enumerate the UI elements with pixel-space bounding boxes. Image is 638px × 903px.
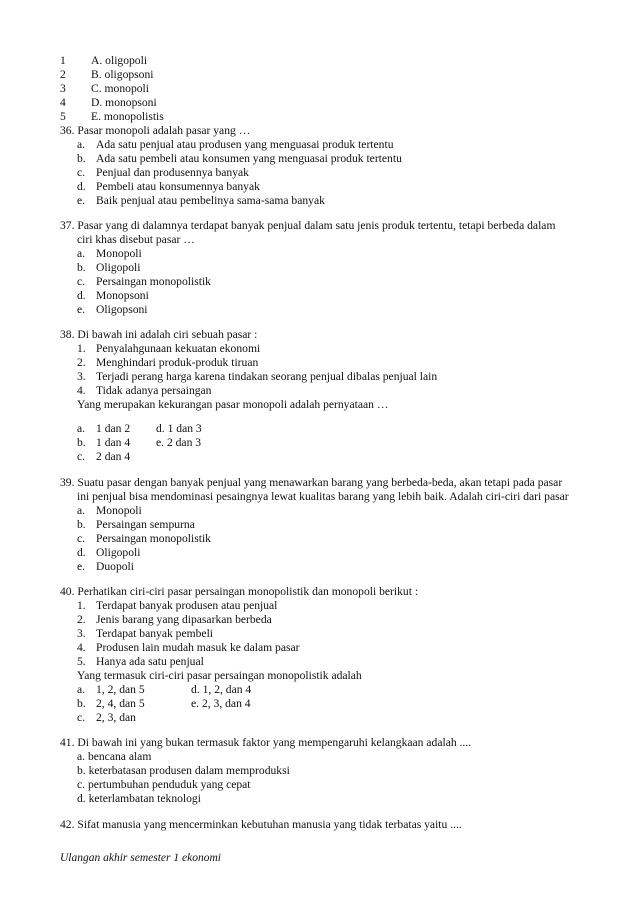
option-text: 2 dan 4 — [96, 450, 131, 463]
option-letter: c. — [77, 532, 86, 545]
option-text: 1 dan 4 — [96, 436, 131, 449]
option-text: Monopsoni — [96, 289, 149, 302]
option-letter: e. — [77, 303, 86, 316]
option-text: Penjual dan produsennya banyak — [96, 166, 249, 179]
option-text: Ada satu pembeli atau konsumen yang menguasai produk tertentu — [96, 152, 402, 165]
option-text: Persaingan monopolistik — [96, 532, 211, 545]
top-list-item: 4 — [60, 96, 66, 109]
item-number: 3. — [77, 627, 86, 640]
item-number: 2. — [77, 356, 86, 369]
footer-text: Ulangan akhir semester 1 ekonomi — [60, 852, 221, 864]
option-text: 1 dan 2 — [96, 422, 131, 435]
option-text: Ada satu penjual atau produsen yang menguasai produk tertentu — [96, 138, 394, 151]
option-text: d. keterlambatan teknologi — [77, 792, 201, 805]
question-37-stem-cont: ciri khas disebut pasar … — [77, 233, 195, 246]
option-text: d. 1 dan 3 — [156, 422, 202, 435]
option-text: Persaingan monopolistik — [96, 275, 211, 288]
item-number: 1. — [77, 342, 86, 355]
option-text: d. 1, 2, dan 4 — [191, 683, 252, 696]
option-text: 2, 3, dan — [96, 711, 136, 724]
option-letter: b. — [77, 436, 86, 449]
top-list-text: E. monopolistis — [91, 110, 164, 123]
option-text: a. bencana alam — [77, 750, 152, 763]
question-37-stem: 37. Pasar yang di dalamnya terdapat banyak penjual dalam satu jenis produk tertentu, tetapi berbeda dalam — [60, 219, 556, 232]
option-letter: a. — [77, 138, 86, 151]
item-number: 2. — [77, 613, 86, 626]
top-list-item: 2 — [60, 68, 66, 81]
item-text: Hanya ada satu penjual — [96, 655, 204, 668]
item-number: 1. — [77, 599, 86, 612]
option-text: Oligopsoni — [96, 303, 148, 316]
item-text: Terdapat banyak pembeli — [96, 627, 214, 640]
option-text: Oligopoli — [96, 546, 141, 559]
option-letter: b. — [77, 697, 86, 710]
item-number: 3. — [77, 370, 86, 383]
option-letter: c. — [77, 275, 86, 288]
option-text: Baik penjual atau pembelinya sama-sama banyak — [96, 194, 325, 207]
option-letter: a. — [77, 247, 86, 260]
option-letter: d. — [77, 546, 86, 559]
option-letter: a. — [77, 422, 86, 435]
question-38-stem: 38. Di bawah ini adalah ciri sebuah pasar : — [60, 328, 258, 341]
item-number: 4. — [77, 641, 86, 654]
option-letter: c. — [77, 711, 86, 724]
question-38-question: Yang merupakan kekurangan pasar monopoli adalah pernyataan … — [77, 398, 389, 411]
option-text: e. 2, 3, dan 4 — [191, 697, 251, 710]
top-list-item: 5 — [60, 110, 66, 123]
option-letter: a. — [77, 504, 86, 517]
item-text: Tidak adanya persaingan — [96, 384, 212, 397]
top-list-text: B. oligopsoni — [91, 68, 154, 81]
item-text: Menghindari produk-produk tiruan — [96, 356, 259, 369]
option-letter: c. — [77, 166, 86, 179]
option-letter: c. — [77, 450, 86, 463]
question-42-stem: 42. Sifat manusia yang mencerminkan kebutuhan manusia yang tidak terbatas yaitu .... — [60, 818, 462, 831]
option-letter: d. — [77, 289, 86, 302]
option-letter: d. — [77, 180, 86, 193]
item-number: 4. — [77, 384, 86, 397]
option-letter: b. — [77, 518, 86, 531]
item-text: Terjadi perang harga karena tindakan seorang penjual dibalas penjual lain — [96, 370, 438, 383]
option-letter: b. — [77, 152, 86, 165]
item-text: Produsen lain mudah masuk ke dalam pasar — [96, 641, 300, 654]
top-list-item: 3 — [60, 82, 66, 95]
option-text: Monopoli — [96, 504, 142, 517]
top-list-item: 1 — [60, 54, 66, 67]
option-text: Pembeli atau konsumennya banyak — [96, 180, 260, 193]
question-39-stem: 39. Suatu pasar dengan banyak penjual yang menawarkan barang yang berbeda-beda, akan tetapi pada pasar — [60, 476, 563, 489]
item-text: Jenis barang yang dipasarkan berbeda — [96, 613, 272, 626]
option-text: 2, 4, dan 5 — [96, 697, 145, 710]
option-text: c. pertumbuhan penduduk yang cepat — [77, 778, 251, 791]
option-letter: b. — [77, 261, 86, 274]
question-40-question: Yang termasuk ciri-ciri pasar persaingan monopolistik adalah — [77, 669, 362, 682]
option-text: 1, 2, dan 5 — [96, 683, 145, 696]
option-text: Persaingan sempurna — [96, 518, 195, 531]
top-list-text: A. oligopoli — [91, 54, 148, 67]
option-text: Duopoli — [96, 560, 135, 573]
option-text: Oligopoli — [96, 261, 141, 274]
question-36-stem: 36. Pasar monopoli adalah pasar yang … — [60, 124, 251, 137]
option-text: e. 2 dan 3 — [156, 436, 202, 449]
item-text: Terdapat banyak produsen atau penjual — [96, 599, 278, 612]
question-39-stem-cont: ini penjual bisa mendominasi pesaingnya lewat kualitas barang yang lebih baik. Adalah ciri-ciri dari pasar — [77, 490, 569, 503]
top-list-text: D. monopsoni — [91, 96, 157, 109]
item-text: Penyalahgunaan kekuatan ekonomi — [96, 342, 261, 355]
option-letter: e. — [77, 560, 86, 573]
option-text: b. keterbatasan produsen dalam memproduksi — [77, 764, 290, 777]
question-41-stem: 41. Di bawah ini yang bukan termasuk faktor yang mempengaruhi kelangkaan adalah .... — [60, 736, 472, 749]
option-letter: e. — [77, 194, 86, 207]
top-list-text: C. monopoli — [91, 82, 149, 95]
option-letter: a. — [77, 683, 86, 696]
question-40-stem: 40. Perhatikan ciri-ciri pasar persaingan monopolistik dan monopoli berikut : — [60, 585, 419, 598]
item-number: 5. — [77, 655, 86, 668]
option-text: Monopoli — [96, 247, 142, 260]
